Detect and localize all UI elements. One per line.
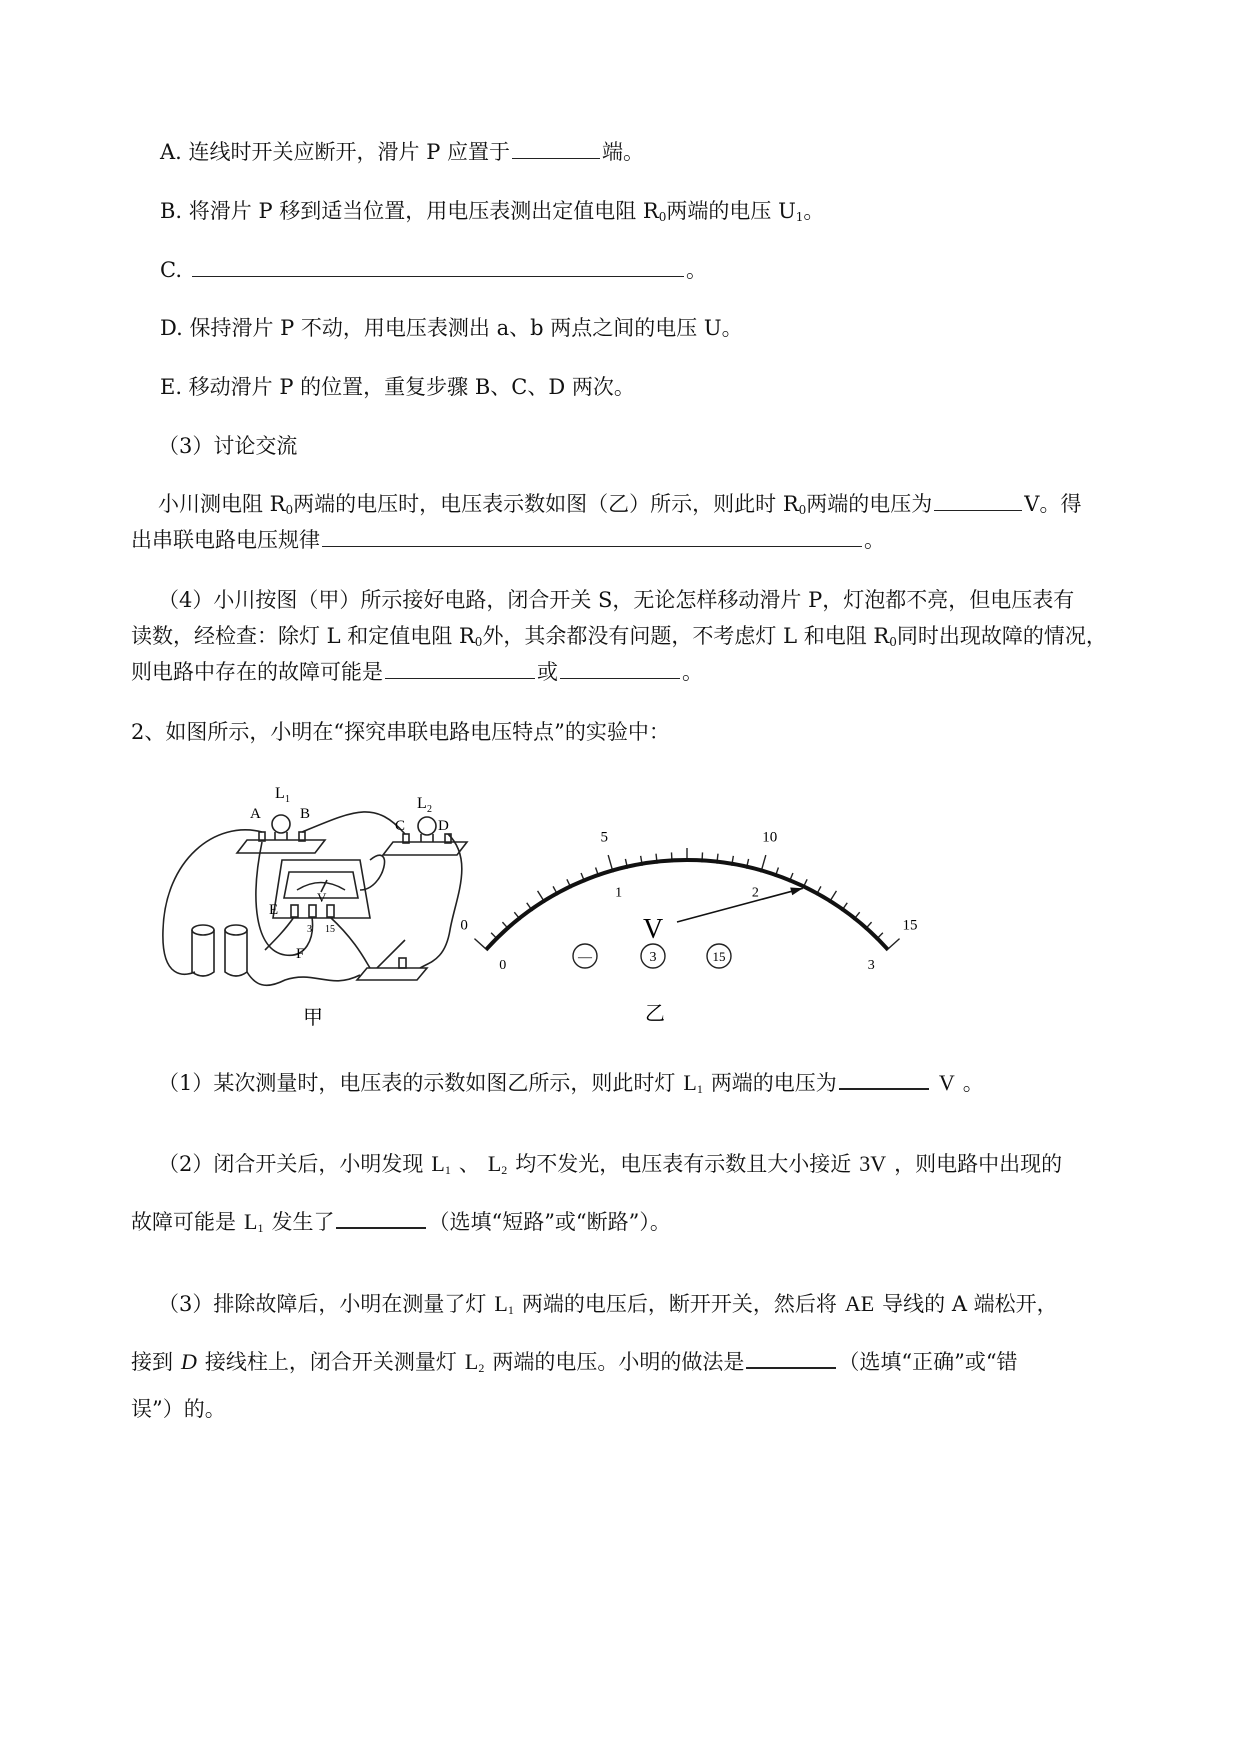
q2p2-sym1 [431,1151,450,1176]
p3-mid2: 两端的电压为 [806,492,933,516]
q2-part1 [158,1068,984,1104]
answer-blank-rule[interactable] [322,526,862,547]
dial-inner-tick-label: 1 [615,885,623,901]
label-e: E [269,902,279,918]
dial-scale-arc [486,860,887,949]
step-c-end: 。 [686,258,707,282]
q2p3b-text: 接到 [131,1350,173,1374]
q2p2-sym2-l: L [487,1151,502,1176]
answer-blank-l1-voltage[interactable] [839,1068,929,1090]
paragraph-4-line3 [131,657,703,687]
answer-blank-c[interactable] [192,256,684,277]
dial-inner-tick-label: 2 [751,885,759,901]
q2p3-sym-sub: 1 [507,1303,514,1317]
q2p3-text: （3）排除故障后，小明在测量了灯 [158,1292,487,1316]
step-a-text: A. 连线时开关应断开，滑片 P 应置于 [160,140,510,164]
q2p2b-sym-sub: 1 [257,1221,264,1235]
question-2-intro: 2、如图所示，小明在“探究串联电路电压特点”的实验中： [131,720,670,744]
heading-discussion: （3）讨论交流 [158,434,298,458]
q2p1-mid: 两端的电压为 [710,1071,837,1095]
p3-sub2: 0 [798,503,807,517]
label-f: F [296,946,305,962]
terminal-negative [573,944,597,968]
label-d: D [438,818,449,834]
terminal-15-label: 15 [712,949,726,964]
p4c-text: 则电路中存在的故障可能是 [131,660,383,684]
q2-part3-line2 [131,1347,1018,1383]
terminal-3 [641,944,665,968]
dial-outer-tick-label: 5 [600,829,609,846]
answer-blank-fault2[interactable] [560,658,680,679]
dial-needle-head [790,888,803,896]
p4c-or: 或 [537,660,558,684]
q2p3b-sym2 [465,1349,484,1374]
answer-blank-fault-type[interactable] [336,1207,426,1229]
q2-part2-line1 [158,1149,1062,1185]
q2p2-sep: 、 [458,1152,480,1176]
q2p2-val: 3V [859,1151,887,1176]
p3b-end: 。 [864,528,885,552]
paragraph-4-line2 [131,621,1107,657]
dial-needle [677,885,803,922]
terminal-15 [707,944,731,968]
p4b-end: 同时出现故障的情况， [896,624,1107,648]
label-c: C [395,818,406,834]
label-terminal-3: 3 [307,924,312,935]
paragraph-3-line2 [131,525,885,555]
figure-circuit [155,780,495,1040]
terminal-3-label: 3 [649,950,657,965]
answer-blank-fault1[interactable] [385,658,535,679]
step-b-sub2: 1 [795,210,804,224]
dial-inner-tick-label: 0 [499,958,507,974]
dial-inner-tick-label: 3 [867,958,875,974]
paragraph-3-line1 [158,489,1081,525]
q2p2b-text: 故障可能是 [131,1210,236,1234]
answer-blank-a[interactable] [512,138,600,159]
label-a: A [250,806,261,822]
figure-a-caption: 甲 [303,1007,323,1029]
q2p2b-sym [244,1209,263,1234]
p4c-end: 。 [682,660,703,684]
p4b-sub: 0 [474,635,483,649]
q2p1-text: （1）某次测量时，电压表的示数如图乙所示，则此时灯 [158,1071,676,1095]
q2p3-mid: 两端的电压后，断开开关，然后将 [521,1292,837,1316]
q2-part3-line1 [158,1289,1058,1325]
label-l2: L [417,795,427,812]
q2p3-end: 导线的 A 端松开， [882,1292,1058,1316]
q2p3b-sym2-l: L [464,1349,479,1374]
q2p2-sym2-sub: 2 [501,1163,508,1177]
p4b-sub2: 0 [889,635,897,649]
q2p2-sym2 [488,1151,507,1176]
q2p2b-end: （选填“短路”或“断路”）。 [428,1210,671,1234]
step-a-end: 端。 [602,140,644,164]
step-e: E. 移动滑片 P 的位置，重复步骤 B、C、D 两次。 [160,375,635,399]
label-l1: L [275,785,285,802]
q2p3-sym [494,1291,513,1316]
q2p3b-sym: D [181,1349,197,1374]
q2p3-sym-l: L [494,1291,508,1316]
q2p3-sym2: AE [844,1291,875,1316]
step-b-end: 。 [803,199,825,223]
q2p1-unit: V [938,1070,955,1095]
p4b-text: 读数，经检查：除灯 L 和定值电阻 R [131,624,475,648]
label-terminal-15: 15 [325,924,335,935]
dial-outer-tick-label: 0 [460,917,468,934]
q2p2b-sym-l: L [244,1209,258,1234]
q2p1-sym [683,1070,702,1095]
q2p3b-sym2-sub: 2 [478,1361,485,1375]
step-c-label: C. [160,258,182,282]
q2p3b-end: （选填“正确”或“错 [838,1350,1018,1374]
p3b-text: 出串联电路电压规律 [131,528,320,552]
q2p2-text: （2）闭合开关后，小明发现 [158,1152,424,1176]
figure-b-caption: 乙 [645,1003,665,1025]
q2-part2-line2 [131,1207,671,1243]
terminal-negative-label: — [578,950,592,965]
p3-sub: 0 [285,503,294,517]
step-d: D. 保持滑片 P 不动，用电压表测出 a、b 两点之间的电压 U。 [160,316,743,340]
p3-end: V。得 [1024,492,1082,516]
step-b-sub: 0 [658,210,667,224]
answer-blank-voltage[interactable] [934,490,1022,511]
q2p3b-mid2: 两端的电压。小明的做法是 [492,1350,745,1374]
step-b-mid: 两端的电压 U [666,199,796,223]
p3-mid: 两端的电压时，电压表示数如图（乙）所示，则此时 R [293,492,799,516]
q2p3b-mid: 接线柱上，闭合开关测量灯 [204,1350,457,1374]
step-b [160,196,824,232]
label-l1-sub: 1 [285,794,290,805]
q2p2-end: ，则电路中出现的 [894,1152,1063,1176]
q2p1-end: 。 [962,1071,984,1095]
p4b-mid: 外，其余都没有问题，不考虑灯 L 和电阻 R [482,624,890,648]
step-a [160,137,644,167]
q2p2-sym1-sub: 1 [444,1163,451,1177]
paragraph-4-line1: （4）小川按图（甲）所示接好电路，闭合开关 S，无论怎样移动滑片 P，灯泡都不亮，但电压表有 [158,588,1075,612]
dial-outer-tick-label: 15 [902,917,918,934]
dial-unit: V [643,914,664,945]
step-b-text: B. 将滑片 P 移到适当位置，用电压表测出定值电阻 R [160,199,659,223]
answer-blank-correct-wrong[interactable] [746,1347,836,1369]
p3-text: 小川测电阻 R [158,492,286,516]
q2p1-sym-sub: 1 [696,1082,703,1096]
q2p2-mid: 均不发光，电压表有示数且大小接近 [515,1152,852,1176]
q2p2-sym1-l: L [431,1151,445,1176]
label-v: V [317,890,327,905]
q2p1-sym-l: L [683,1070,697,1095]
q2-part3-line3: 误”）的。 [131,1397,226,1421]
step-c [160,255,707,285]
q2p2b-mid: 发生了 [271,1210,335,1234]
dial-outer-tick-label: 10 [762,829,778,846]
label-b: B [300,806,311,822]
figure-voltmeter-dial [460,800,918,1040]
label-l2-sub: 2 [427,804,432,815]
